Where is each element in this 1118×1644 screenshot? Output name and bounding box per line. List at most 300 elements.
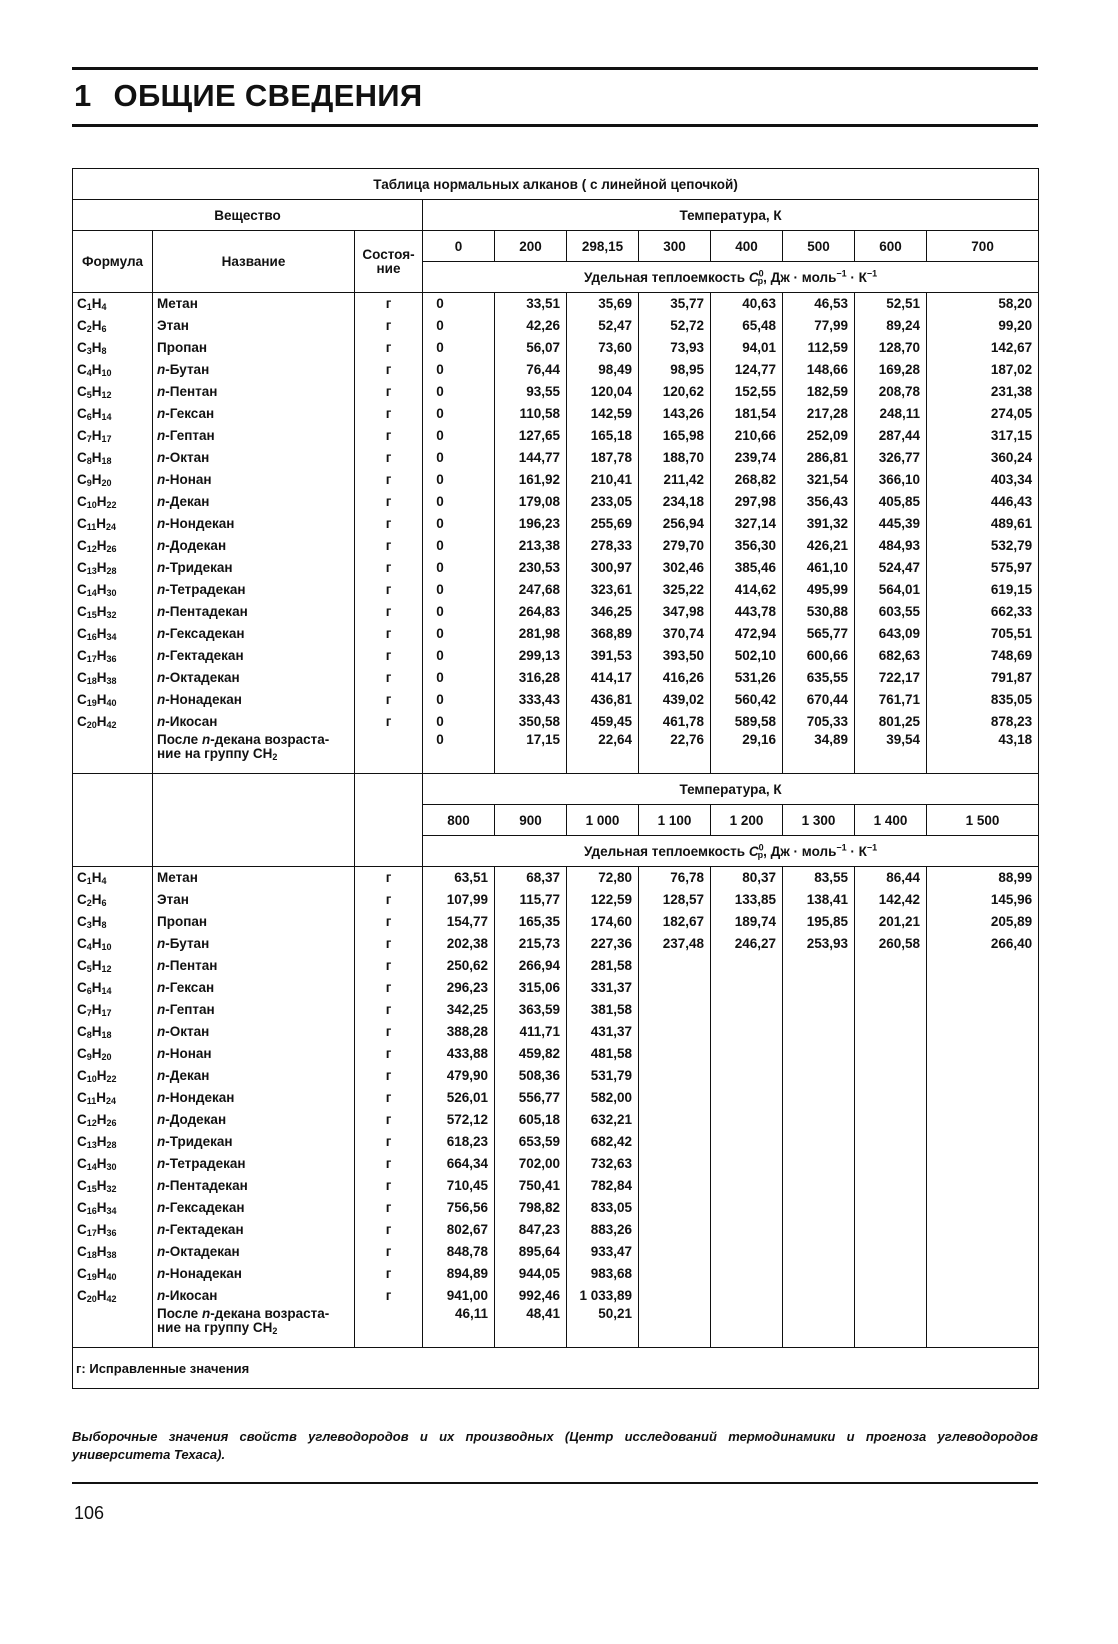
substance-name [153, 579, 355, 601]
value-cell: 115,77 [495, 889, 567, 911]
value-cell: 479,90 [423, 1065, 495, 1087]
substance-name-text: -Октан [165, 450, 210, 465]
formula-h: H [96, 1244, 107, 1259]
formula-cell [73, 1021, 153, 1043]
value-cell: 299,13 [495, 645, 567, 667]
value-cell: 52,72 [639, 315, 711, 337]
formula-subscript: 7 [86, 1008, 92, 1018]
substance-name [153, 403, 355, 425]
state-cell: г [355, 1131, 423, 1153]
formula-h: H [91, 892, 102, 907]
value-cell [855, 1065, 927, 1087]
formula-subscript: 18 [101, 456, 112, 466]
formula-subscript: 13 [86, 566, 97, 576]
value-cell: 169,28 [855, 359, 927, 381]
formula-c: C [77, 692, 87, 707]
blank-header-cell [153, 774, 355, 867]
normal-prefix: n [157, 494, 166, 509]
formula-c: C [77, 1002, 87, 1017]
substance-name-text: -Бутан [165, 936, 210, 951]
table-row [73, 977, 1039, 999]
value-cell: 266,40 [927, 933, 1039, 955]
formula-c: C [77, 538, 87, 553]
formula-c: C [77, 936, 87, 951]
value-cell: 72,80 [567, 867, 639, 890]
formula-h: H [96, 1112, 107, 1127]
value-cell [783, 1131, 855, 1153]
state-cell: г [355, 623, 423, 645]
value-cell: 112,59 [783, 337, 855, 359]
formula-subscript: 6 [86, 412, 92, 422]
state-cell: г [355, 911, 423, 933]
formula-subscript: 17 [86, 654, 97, 664]
value-cell: 489,61 [927, 513, 1039, 535]
normal-prefix: n [157, 692, 166, 707]
normal-prefix: n [157, 958, 166, 973]
value-cell: 564,01 [855, 579, 927, 601]
value-cell: 327,14 [711, 513, 783, 535]
value-cell: 278,33 [567, 535, 639, 557]
formula-subscript: 3 [86, 920, 92, 930]
value-cell: 0 [423, 601, 495, 623]
formula-c: C [77, 1178, 87, 1193]
value-cell: 107,99 [423, 889, 495, 911]
substance-name-text: -Нонадекан [165, 692, 242, 707]
temperature-cell: 300 [639, 231, 711, 262]
ch2-value-cell: 22,64 [567, 733, 639, 774]
heat-capacity-label: Удельная теплоемкость $C^0_p$, Дж · моль$^{-1}$ · $К^{-1}$ [423, 262, 1039, 293]
formula-column-header: Формула [73, 231, 153, 293]
normal-prefix: n [157, 604, 166, 619]
substance-name [153, 689, 355, 711]
value-cell: 128,57 [639, 889, 711, 911]
substance-name [153, 1043, 355, 1065]
normal-prefix: n [157, 406, 166, 421]
table-row [73, 1219, 1039, 1241]
value-cell: 705,33 [783, 711, 855, 733]
value-cell: 426,21 [783, 535, 855, 557]
ch2-value-cell: 39,54 [855, 733, 927, 774]
formula-cell [73, 645, 153, 667]
value-cell: 256,94 [639, 513, 711, 535]
normal-prefix: n [157, 384, 166, 399]
state-column-header: Состоя-ние [355, 231, 423, 293]
value-cell: 128,70 [855, 337, 927, 359]
heat-capacity-label: Удельная теплоемкость $C^0_p$, Дж · моль$^{-1}$ · $К^{-1}$ [423, 836, 1039, 867]
value-cell: 0 [423, 579, 495, 601]
empty-state-cell [355, 733, 423, 774]
formula-h: H [91, 1024, 102, 1039]
formula-subscript: 24 [106, 522, 117, 532]
temperature-header: Температура, К [423, 774, 1039, 805]
value-cell: 188,70 [639, 447, 711, 469]
value-cell: 848,78 [423, 1241, 495, 1263]
state-cell: г [355, 667, 423, 689]
footnote: г: Исправленные значения [73, 1348, 1039, 1389]
ch2-value-cell: 29,16 [711, 733, 783, 774]
substance-name-text: -Гептан [165, 428, 215, 443]
table-row [73, 1109, 1039, 1131]
value-cell: 239,74 [711, 447, 783, 469]
substance-name-text: -Пентадекан [165, 1178, 248, 1193]
value-cell [639, 1219, 711, 1241]
formula-cell [73, 557, 153, 579]
formula-subscript: 18 [86, 1250, 97, 1260]
value-cell: 643,09 [855, 623, 927, 645]
formula-h: H [96, 626, 107, 641]
value-cell: 350,58 [495, 711, 567, 733]
formula-h: H [91, 384, 102, 399]
state-cell: г [355, 1021, 423, 1043]
table-row [73, 889, 1039, 911]
state-cell: г [355, 381, 423, 403]
value-cell: 211,42 [639, 469, 711, 491]
substance-name-text: -Нонан [165, 1046, 212, 1061]
formula-subscript: 17 [86, 1228, 97, 1238]
value-cell [711, 1131, 783, 1153]
formula-h: H [96, 516, 107, 531]
value-cell: 833,05 [567, 1197, 639, 1219]
value-cell: 145,96 [927, 889, 1039, 911]
substance-name [153, 513, 355, 535]
value-cell [927, 1241, 1039, 1263]
value-cell [783, 955, 855, 977]
formula-subscript: 26 [106, 1118, 117, 1128]
state-cell: г [355, 315, 423, 337]
value-cell: 560,42 [711, 689, 783, 711]
value-cell: 83,55 [783, 867, 855, 890]
state-cell: г [355, 601, 423, 623]
formula-cell [73, 1175, 153, 1197]
state-cell: г [355, 425, 423, 447]
formula-h: H [91, 472, 102, 487]
normal-prefix: n [157, 538, 166, 553]
value-cell: 323,61 [567, 579, 639, 601]
value-cell: 35,69 [567, 293, 639, 316]
formula-c: C [77, 362, 87, 377]
table-row [73, 1175, 1039, 1197]
formula-cell [73, 513, 153, 535]
substance-name [153, 1241, 355, 1263]
formula-subscript: 14 [101, 412, 112, 422]
value-cell: 1 033,89 [567, 1285, 639, 1307]
formula-subscript: 42 [106, 1294, 117, 1304]
formula-h: H [96, 1288, 107, 1303]
formula-h: H [91, 1046, 102, 1061]
formula-cell [73, 689, 153, 711]
table-row [73, 1021, 1039, 1043]
substance-name [153, 1021, 355, 1043]
value-cell: 202,38 [423, 933, 495, 955]
value-cell: 0 [423, 447, 495, 469]
state-cell: г [355, 955, 423, 977]
value-cell: 572,12 [423, 1109, 495, 1131]
value-cell [783, 1241, 855, 1263]
value-cell: 682,42 [567, 1131, 639, 1153]
value-cell: 484,93 [855, 535, 927, 557]
formula-subscript: 42 [106, 720, 117, 730]
table-row [73, 381, 1039, 403]
formula-h: H [96, 582, 107, 597]
value-cell [927, 955, 1039, 977]
chapter-number: 1 [74, 78, 92, 113]
formula-subscript: 36 [106, 1228, 117, 1238]
value-cell [639, 1109, 711, 1131]
ch2-increment-label [153, 1307, 355, 1348]
substance-name [153, 645, 355, 667]
value-cell: 56,07 [495, 337, 567, 359]
value-cell: 264,83 [495, 601, 567, 623]
value-cell: 279,70 [639, 535, 711, 557]
formula-c: C [77, 1046, 87, 1061]
ch2-value-cell: 34,89 [783, 733, 855, 774]
formula-subscript: 16 [86, 1206, 97, 1216]
value-cell: 526,01 [423, 1087, 495, 1109]
formula-c: C [77, 914, 87, 929]
value-cell: 317,15 [927, 425, 1039, 447]
value-cell: 281,58 [567, 955, 639, 977]
second-header-row [73, 774, 1039, 805]
value-cell [855, 1285, 927, 1307]
state-cell: г [355, 447, 423, 469]
normal-prefix: n [157, 1244, 166, 1259]
value-cell: 73,60 [567, 337, 639, 359]
value-cell [711, 1153, 783, 1175]
substance-name [153, 491, 355, 513]
value-cell: 325,22 [639, 579, 711, 601]
state-cell: г [355, 867, 423, 890]
value-cell: 393,50 [639, 645, 711, 667]
formula-h: H [96, 538, 107, 553]
temperature-cell: 600 [855, 231, 927, 262]
substance-name: Метан [153, 293, 355, 316]
value-cell: 0 [423, 315, 495, 337]
temperature-cell: 298,15 [567, 231, 639, 262]
formula-subscript: 34 [106, 1206, 117, 1216]
formula-h: H [91, 980, 102, 995]
formula-c: C [77, 714, 87, 729]
table-row [73, 955, 1039, 977]
value-cell: 142,59 [567, 403, 639, 425]
value-cell: 52,51 [855, 293, 927, 316]
value-cell: 230,53 [495, 557, 567, 579]
formula-cell [73, 1263, 153, 1285]
ch2-value-cell [639, 1307, 711, 1348]
formula-subscript: 24 [106, 1096, 117, 1106]
value-cell: 252,09 [783, 425, 855, 447]
value-cell: 281,98 [495, 623, 567, 645]
source-note: Выборочные значения свойств углеводородов и их производных (Центр исследований термодинамики и прогноза углеводородов университета Техаса). [72, 1429, 1038, 1462]
table-row [73, 911, 1039, 933]
formula-c: C [77, 428, 87, 443]
substance-name-text: -Декан [165, 1068, 210, 1083]
empty-formula-cell [73, 733, 153, 774]
value-cell: 446,43 [927, 491, 1039, 513]
ch2-increment-label [153, 733, 355, 774]
substance-name-text: -Октан [165, 1024, 210, 1039]
formula-cell [73, 867, 153, 890]
temperature-cell: 900 [495, 805, 567, 836]
formula-subscript: 12 [101, 390, 112, 400]
value-cell: 142,67 [927, 337, 1039, 359]
table-row [73, 337, 1039, 359]
value-cell [927, 999, 1039, 1021]
normal-prefix: n [157, 1178, 166, 1193]
table-row [73, 667, 1039, 689]
value-cell: 941,00 [423, 1285, 495, 1307]
formula-c: C [77, 870, 87, 885]
value-cell: 756,56 [423, 1197, 495, 1219]
substance-name-text: -Тетрадекан [165, 1156, 246, 1171]
table-row [73, 689, 1039, 711]
value-cell [783, 1197, 855, 1219]
formula-h: H [91, 1002, 102, 1017]
substance-name [153, 1109, 355, 1131]
value-cell [639, 1197, 711, 1219]
value-cell [639, 955, 711, 977]
value-cell: 416,26 [639, 667, 711, 689]
ch2-value-cell: 50,21 [567, 1307, 639, 1348]
ch2-value-cell: 0 [423, 733, 495, 774]
name-column-header: Название [153, 231, 355, 293]
value-cell: 250,62 [423, 955, 495, 977]
value-cell [855, 1021, 927, 1043]
ch2-increment-row [73, 1307, 1039, 1348]
substance-name [153, 601, 355, 623]
normal-prefix: n [157, 1288, 166, 1303]
value-cell [639, 1241, 711, 1263]
value-cell [783, 1021, 855, 1043]
formula-cell [73, 359, 153, 381]
value-cell: 0 [423, 513, 495, 535]
formula-h: H [91, 362, 102, 377]
value-cell [927, 977, 1039, 999]
formula-h: H [96, 692, 107, 707]
chapter-title: ОБЩИЕ СВЕДЕНИЯ [113, 78, 423, 113]
value-cell [783, 1109, 855, 1131]
formula-subscript: 10 [101, 368, 112, 378]
value-cell: 532,79 [927, 535, 1039, 557]
formula-subscript: 4 [101, 876, 107, 886]
formula-cell [73, 977, 153, 999]
formula-c: C [77, 1288, 87, 1303]
value-cell: 296,23 [423, 977, 495, 999]
formula-c: C [77, 384, 87, 399]
normal-prefix: n [157, 472, 166, 487]
normal-prefix: n [157, 582, 166, 597]
value-cell [927, 1021, 1039, 1043]
value-cell: 210,66 [711, 425, 783, 447]
state-cell: г [355, 1065, 423, 1087]
heat-capacity-unit: , Дж · моль [763, 843, 837, 859]
formula-subscript: 8 [86, 456, 92, 466]
formula-h: H [91, 428, 102, 443]
ch2-increment-text: После n-декана возраста- ние на группу $CH_2$ [157, 732, 330, 762]
normal-prefix: n [157, 1046, 166, 1061]
formula-h: H [96, 714, 107, 729]
formula-h: H [96, 670, 107, 685]
value-cell: 356,30 [711, 535, 783, 557]
value-cell [783, 1065, 855, 1087]
state-cell: г [355, 1219, 423, 1241]
value-cell: 414,62 [711, 579, 783, 601]
value-cell [927, 1263, 1039, 1285]
value-cell: 705,51 [927, 623, 1039, 645]
value-cell [639, 1285, 711, 1307]
value-cell: 495,99 [783, 579, 855, 601]
ch2-value-cell [927, 1307, 1039, 1348]
normal-prefix: n [157, 1222, 166, 1237]
formula-subscript: 38 [106, 1250, 117, 1260]
value-cell: 266,94 [495, 955, 567, 977]
value-cell: 247,68 [495, 579, 567, 601]
value-cell: 801,25 [855, 711, 927, 733]
formula-subscript: 26 [106, 544, 117, 554]
normal-prefix: n [157, 450, 166, 465]
formula-subscript: 14 [101, 986, 112, 996]
value-cell: 411,71 [495, 1021, 567, 1043]
formula-cell [73, 1285, 153, 1307]
value-cell [639, 1263, 711, 1285]
substance-name [153, 359, 355, 381]
substance-name-text: -Гексадекан [165, 626, 245, 641]
formula-subscript: 20 [101, 478, 112, 488]
temperature-row [73, 231, 1039, 262]
formula-cell [73, 623, 153, 645]
value-cell [927, 1043, 1039, 1065]
value-cell: 86,44 [855, 867, 927, 890]
formula-subscript: 32 [106, 1184, 117, 1194]
formula-subscript: 9 [86, 478, 92, 488]
value-cell: 0 [423, 359, 495, 381]
state-cell: г [355, 469, 423, 491]
substance-name [153, 711, 355, 733]
formula-h: H [91, 406, 102, 421]
value-cell [927, 1087, 1039, 1109]
value-cell: 565,77 [783, 623, 855, 645]
value-cell [855, 977, 927, 999]
value-cell [855, 1153, 927, 1175]
substance-name [153, 1065, 355, 1087]
heat-capacity-unit-tail: · К [846, 843, 867, 859]
table-row [73, 999, 1039, 1021]
table-body [73, 169, 1039, 1389]
formula-subscript: 14 [86, 1162, 97, 1172]
state-cell: г [355, 977, 423, 999]
substance-name-text: -Бутан [165, 362, 210, 377]
value-cell [927, 1219, 1039, 1241]
formula-h: H [96, 1222, 107, 1237]
formula-cell [73, 911, 153, 933]
heading-rule [72, 124, 1038, 127]
value-cell: 556,77 [495, 1087, 567, 1109]
value-cell [639, 1175, 711, 1197]
temperature-cell: 400 [711, 231, 783, 262]
table-row [73, 1043, 1039, 1065]
value-cell: 0 [423, 535, 495, 557]
formula-subscript: 18 [101, 1030, 112, 1040]
substance-name [153, 1219, 355, 1241]
formula-h: H [96, 560, 107, 575]
table-caption: Таблица нормальных алканов ( с линейной цепочкой) [73, 169, 1039, 200]
substance-name-text: -Гексан [165, 406, 215, 421]
ch2-value-cell: 46,11 [423, 1307, 495, 1348]
state-cell: г [355, 1087, 423, 1109]
substance-name [153, 1131, 355, 1153]
value-cell [855, 1087, 927, 1109]
value-cell: 248,11 [855, 403, 927, 425]
formula-cell [73, 579, 153, 601]
